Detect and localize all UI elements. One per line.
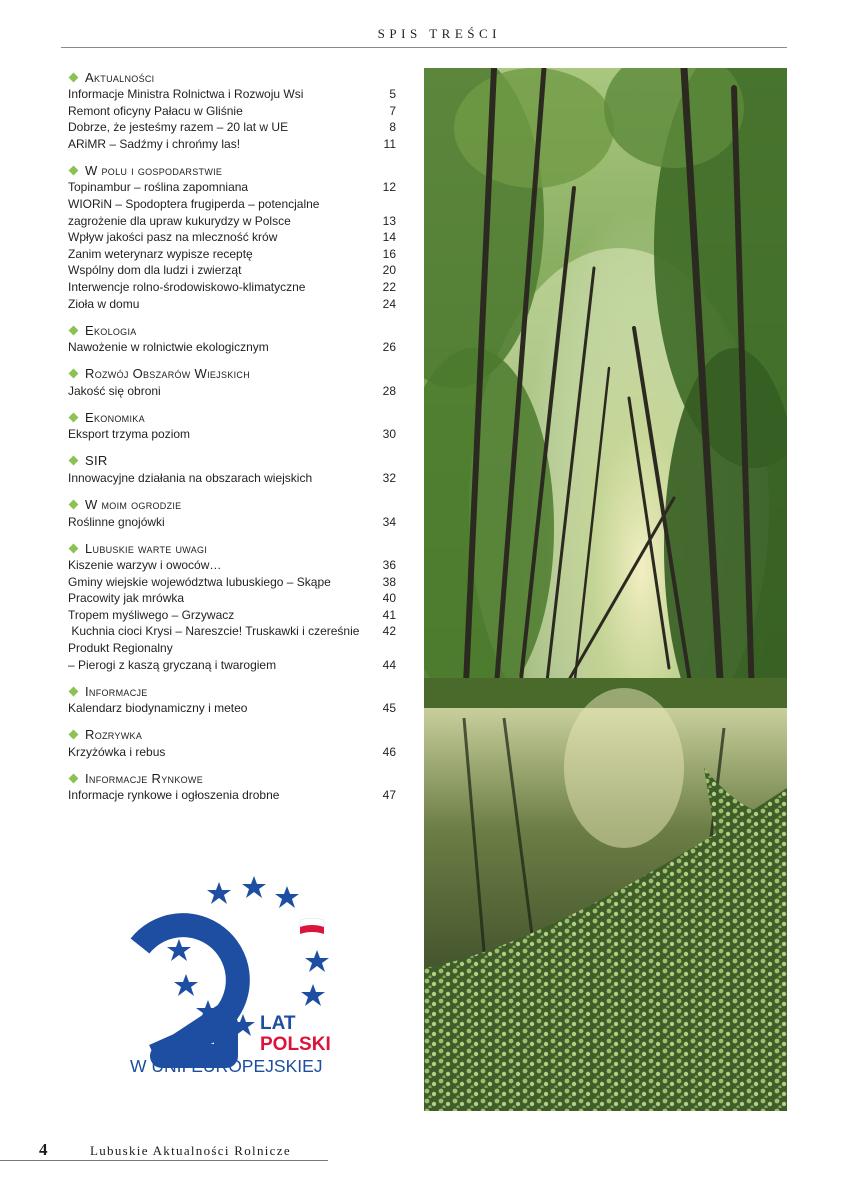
entry-title: Informacje rynkowe i ogłoszenia drobne (68, 788, 280, 803)
toc-entry (68, 640, 396, 673)
entry-page: 26 (382, 340, 396, 355)
entry-page: 47 (382, 788, 396, 803)
toc-entry (68, 246, 396, 263)
entry-title: Zanim weterynarz wypisze receptę (68, 246, 253, 261)
entry-page: 34 (382, 514, 396, 529)
entry-title: Gminy wiejskie województwa lubuskiego – Skąpe (68, 574, 331, 589)
entry-page: 11 (383, 136, 396, 151)
entry-page: 7 (389, 103, 396, 118)
toc-entry (68, 229, 396, 246)
entry-page: 32 (382, 470, 396, 485)
section-heading (68, 365, 396, 383)
toc-section (68, 769, 396, 804)
toc-entry (68, 262, 396, 279)
section-title: Ekonomika (85, 409, 145, 425)
entry-title: Tropem myśliwego – Grzywacz (68, 607, 235, 622)
section-heading (68, 539, 396, 557)
eu-20-years-logo (126, 874, 356, 1084)
toc-section (68, 161, 396, 312)
entry-title: Produkt Regionalny – Pierogi z kaszą gryczaną i twarogiem (68, 641, 277, 672)
toc-entry (68, 787, 396, 804)
toc-entry (68, 196, 396, 229)
entry-page: 16 (382, 246, 396, 261)
toc-entry (68, 607, 396, 624)
entry-page: 8 (389, 120, 396, 135)
section-heading (68, 408, 396, 426)
page-number: 4 (39, 1140, 48, 1159)
entry-title: Remont oficyny Pałacu w Gliśnie (68, 103, 243, 118)
section-heading (68, 321, 396, 339)
entry-page: 41 (382, 607, 396, 622)
header-divider (61, 47, 787, 48)
entry-title: Zioła w domu (68, 296, 140, 311)
diamond-bullet-icon (69, 500, 79, 510)
entry-title: Krzyżówka i rebus (68, 744, 166, 759)
diamond-bullet-icon (69, 369, 79, 379)
diamond-bullet-icon (69, 165, 79, 175)
entry-title: Pracowity jak mrówka (68, 591, 185, 606)
entry-page: 42 (382, 624, 396, 639)
diamond-bullet-icon (69, 412, 79, 422)
entry-page: 12 (382, 180, 396, 195)
section-title: Aktualności (85, 69, 155, 85)
entry-page: 5 (389, 87, 396, 101)
entry-page: 14 (382, 230, 396, 245)
section-heading (68, 726, 396, 744)
toc-entry (68, 426, 396, 443)
toc-section (68, 539, 396, 673)
section-title: W polu i gospodarstwie (85, 162, 223, 178)
entry-page: 36 (382, 558, 396, 573)
diamond-bullet-icon (69, 686, 79, 696)
section-title: Informacje (85, 683, 148, 699)
toc-entry (68, 136, 396, 153)
toc-section (68, 682, 396, 717)
entry-page: 40 (382, 591, 396, 606)
toc-section (68, 365, 396, 400)
eu-stars (167, 876, 329, 1036)
toc-section (68, 452, 396, 487)
entry-title: WIORiN – Spodoptera frugiperda – potencjalne zagrożenie dla upraw kukurydzy w Polsce (68, 196, 323, 228)
toc-section (68, 496, 396, 531)
entry-title: Roślinne gnojówki (68, 514, 165, 529)
toc-entry (68, 119, 396, 136)
diamond-bullet-icon (69, 325, 79, 335)
entry-title: Informacje Ministra Rolnictwa i Rozwoju Wsi (68, 87, 304, 101)
toc-entry (68, 86, 396, 103)
toc-entry (68, 744, 396, 761)
toc-entry (68, 339, 396, 356)
diamond-bullet-icon (69, 456, 79, 466)
logo-eu: W UNII EUROPEJSKIEJ (130, 1056, 323, 1076)
entry-page: 20 (382, 263, 396, 278)
diamond-bullet-icon (69, 543, 79, 553)
toc-entry (68, 279, 396, 296)
entry-title: Kuchnia cioci Krysi – Nareszcie! Truskawki i czereśnie (68, 624, 360, 639)
magazine-title: Lubuskie Aktualności Rolnicze (90, 1143, 291, 1158)
entry-page: 22 (382, 279, 396, 294)
toc-section (68, 408, 396, 443)
entry-title: ARiMR – Sadźmy i chrońmy las! (68, 136, 241, 151)
section-heading (68, 68, 396, 86)
entry-title: Kalendarz biodynamiczny i meteo (68, 701, 248, 716)
toc-entry (68, 574, 396, 591)
entry-title: Innowacyjne działania na obszarach wiejskich (68, 470, 313, 485)
entry-page: 38 (382, 574, 396, 589)
entry-title: Interwencje rolno-środowiskowo-klimatyczne (68, 279, 306, 294)
toc-entry (68, 103, 396, 120)
entry-page: 45 (382, 701, 396, 716)
diamond-bullet-icon (69, 72, 79, 82)
entry-page: 46 (382, 744, 396, 759)
toc-section (68, 321, 396, 356)
toc-entry (68, 514, 396, 531)
polish-flag-icon (300, 918, 324, 934)
section-title: Rozrywka (85, 727, 143, 743)
entry-title: Wpływ jakości pasz na mleczność krów (68, 230, 278, 245)
section-heading (68, 682, 396, 700)
entry-title: Jakość się obroni (68, 383, 161, 398)
section-heading (68, 161, 396, 179)
toc-entry (68, 383, 396, 400)
page-title: SPIS TREŚCI (377, 26, 501, 41)
toc-section (68, 68, 396, 152)
section-heading (68, 452, 396, 470)
toc-entry (68, 470, 396, 487)
entry-title: Eksport trzyma poziom (68, 427, 191, 442)
river-forest-photo (424, 68, 787, 1111)
toc-entry (68, 623, 396, 640)
section-title: Ekologia (85, 322, 137, 338)
section-title: Informacje Rynkowe (85, 770, 204, 786)
toc-entry (68, 296, 396, 313)
entry-title: Nawożenie w rolnictwie ekologicznym (68, 340, 269, 355)
toc-entry (68, 700, 396, 717)
entry-page: 13 (382, 213, 396, 228)
entry-page: 28 (382, 383, 396, 398)
entry-title: Topinambur – roślina zapomniana (68, 180, 249, 195)
toc-section (68, 726, 396, 761)
logo-polski: POLSKI (260, 1034, 331, 1055)
entry-title: Kiszenie warzyw i owoców… (68, 558, 222, 573)
diamond-bullet-icon (69, 730, 79, 740)
entry-title: Wspólny dom dla ludzi i zwierząt (68, 263, 242, 278)
toc-entry (68, 590, 396, 607)
entry-page: 44 (382, 657, 396, 672)
section-title: W moim ogrodzie (85, 497, 182, 512)
entry-page: 24 (382, 296, 396, 311)
footer-divider (0, 1160, 328, 1161)
section-title: SIR (85, 453, 108, 469)
entry-title: Dobrze, że jesteśmy razem – 20 lat w UE (68, 120, 289, 135)
section-heading (68, 496, 396, 514)
logo-lat: LAT (260, 1013, 296, 1034)
diamond-bullet-icon (69, 773, 79, 783)
entry-page: 30 (382, 427, 396, 442)
toc-entry (68, 557, 396, 574)
table-of-contents (68, 68, 396, 813)
section-heading (68, 769, 396, 787)
toc-entry (68, 179, 396, 196)
section-title: Lubuskie warte uwagi (85, 540, 208, 556)
section-title: Rozwój Obszarów Wiejskich (85, 366, 250, 382)
